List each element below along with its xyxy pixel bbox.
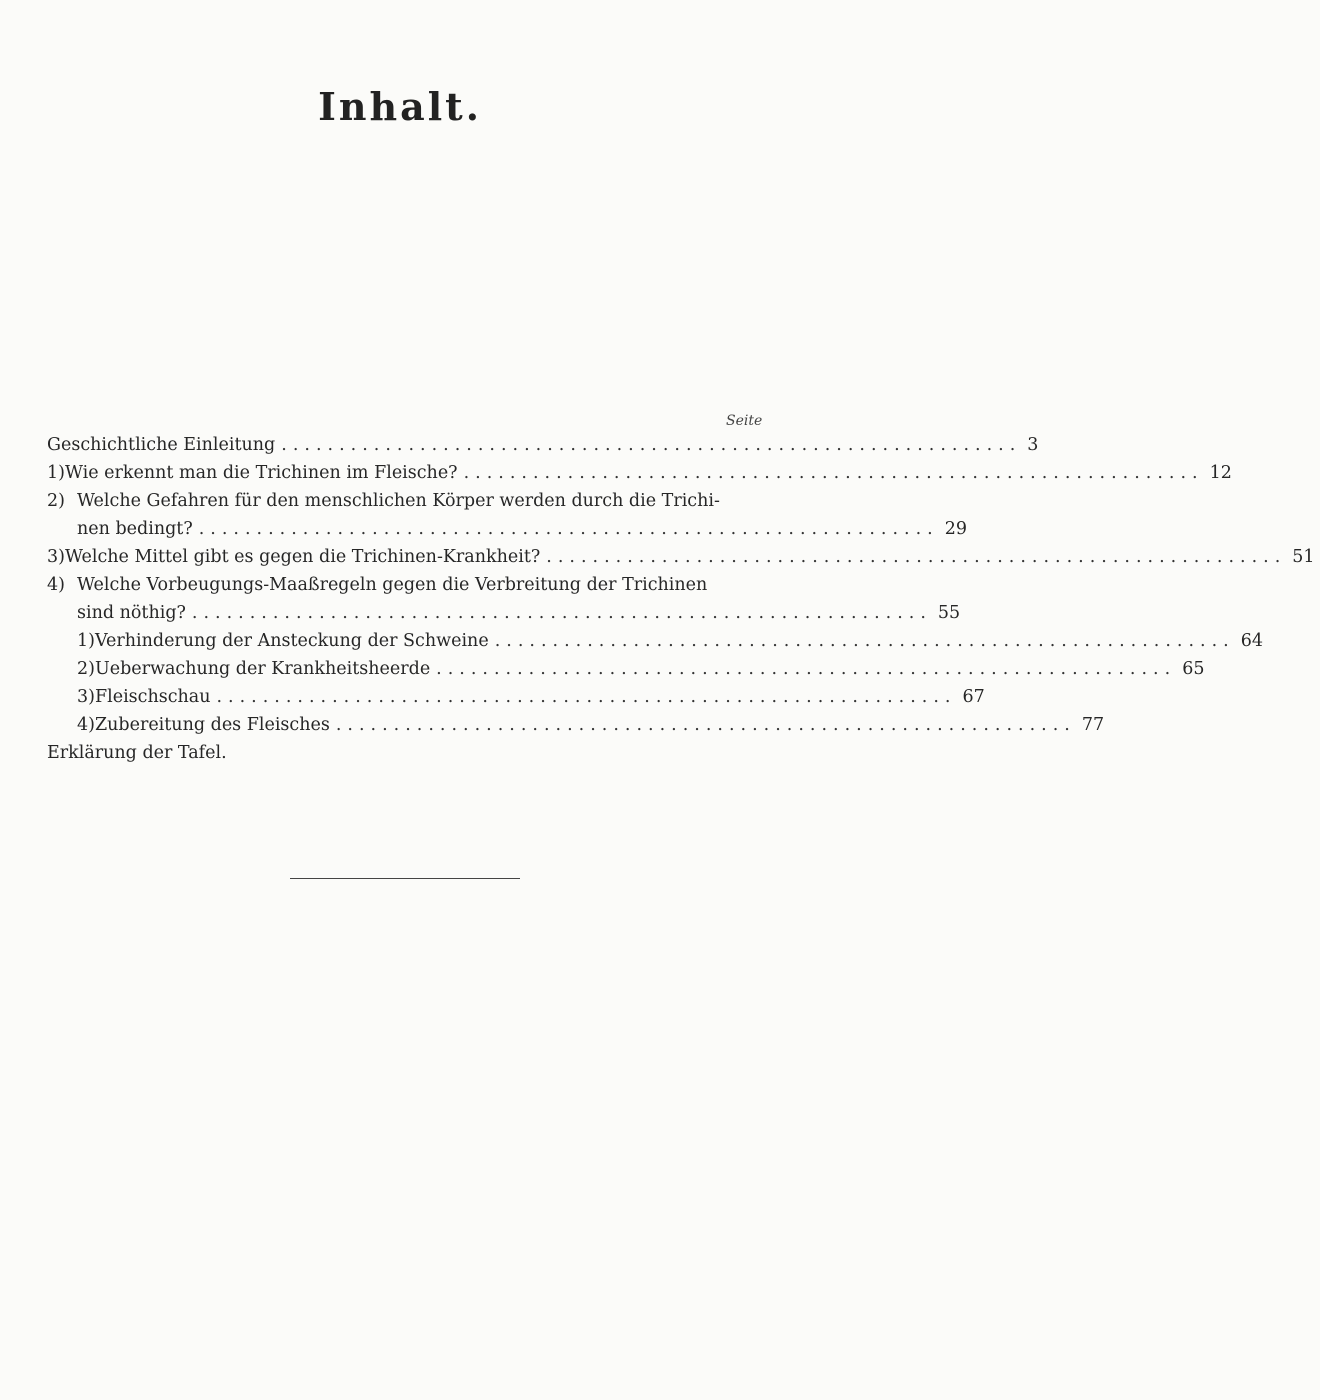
toc-entry-label: Ueberwachung der Krankheitsheerde — [94, 659, 431, 679]
toc-leader-dots: ................................................................ — [216, 687, 957, 707]
toc-entry-page: 67 — [962, 687, 985, 707]
toc-subentry-4 — [77, 715, 1105, 735]
toc-entry-label: Welche Gefahren für den menschlichen Körper werden durch die Trichi- — [77, 491, 720, 511]
toc-entry-2-line2 — [77, 519, 968, 539]
divider-rule — [290, 878, 520, 879]
toc-subentry-1 — [77, 631, 1263, 651]
toc-entry-page: 55 — [937, 603, 961, 623]
toc-entry-page: 64 — [1240, 631, 1263, 651]
toc-subentry-3 — [77, 687, 985, 707]
toc-entry-number: 2) — [77, 659, 95, 679]
toc-entry-number: 3) — [77, 687, 95, 707]
toc-leader-dots: ................................................................ — [463, 463, 1204, 483]
toc-leader-dots: ................................................................ — [281, 435, 1022, 455]
toc-entry-label: Welche Vorbeugungs-Maaßregeln gegen die Verbreitung der Trichinen — [77, 575, 708, 595]
toc-entry-label: Zubereitung des Fleisches — [94, 715, 330, 735]
toc-entry-plate-explanation: Erklärung der Tafel. — [47, 743, 227, 763]
toc-entry-2-line1 — [47, 491, 720, 511]
toc-entry-number: 4) — [77, 715, 95, 735]
toc-entry-page: 29 — [944, 519, 968, 539]
toc-entry-label: Verhinderung der Ansteckung der Schweine — [94, 631, 489, 651]
toc-entry-label: Fleischschau — [94, 687, 211, 707]
toc-entry-4-line1 — [47, 575, 707, 595]
toc-entry-4-line2 — [77, 603, 961, 623]
toc-leader-dots: ................................................................ — [198, 519, 939, 539]
toc-entry-page: 3 — [1027, 435, 1039, 455]
toc-leader-dots: ................................................................ — [191, 603, 932, 623]
toc-leader-dots: ................................................................ — [546, 547, 1287, 567]
toc-entry-number: 3) — [47, 547, 65, 567]
toc-leader-dots: ................................................................ — [335, 715, 1076, 735]
toc-subentry-2 — [77, 659, 1205, 679]
toc-leader-dots: ................................................................ — [494, 631, 1235, 651]
toc-entry-number: 1) — [47, 463, 65, 483]
toc-entry-number: 2) — [47, 491, 65, 511]
toc-entry-label: nen bedingt? — [77, 519, 193, 539]
toc-entry-number: 4) — [47, 575, 65, 595]
toc-entry-label: Wie erkennt man die Trichinen im Fleische? — [64, 463, 458, 483]
toc-leader-dots: ................................................................ — [436, 659, 1177, 679]
toc-entry-page: 65 — [1182, 659, 1205, 679]
toc-entry-page: 77 — [1081, 715, 1105, 735]
toc-entry-page: 12 — [1209, 463, 1232, 483]
page-title: Inhalt. — [318, 84, 482, 129]
toc-entry-3 — [47, 547, 1315, 567]
toc-entry-intro — [47, 435, 1039, 455]
toc-entry-label: Geschichtliche Einleitung — [47, 435, 276, 455]
toc-entry-label: Welche Mittel gibt es gegen die Trichinen-Krankheit? — [64, 547, 541, 567]
toc-entry-number: 1) — [77, 631, 95, 651]
page-column-label: Seite — [726, 413, 763, 429]
toc-entry-1 — [47, 463, 1232, 483]
toc-entry-label: sind nöthig? — [77, 603, 186, 623]
toc-entry-page: 51 — [1292, 547, 1315, 567]
